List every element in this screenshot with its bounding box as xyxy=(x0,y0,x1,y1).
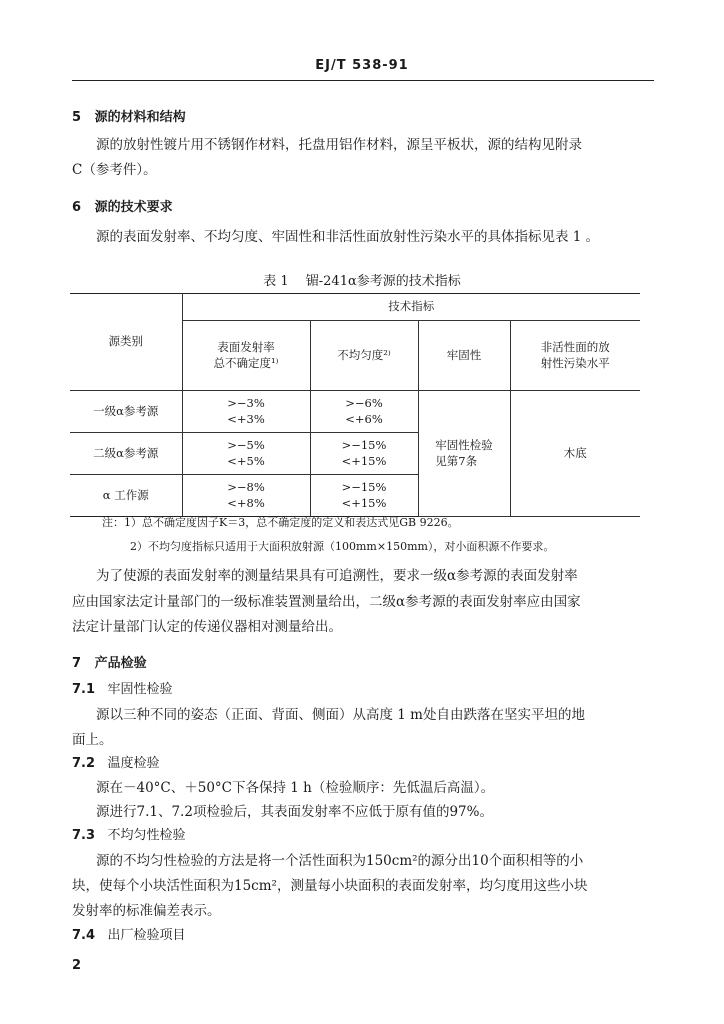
table-note-2: 2）不均匀度指标只适用于大面积放射源（100mm×150mm），对小面积源不作要求。 xyxy=(130,540,555,553)
trace-line-1: 为了使源的表面发射率的测量结果具有可追溯性，要求一级α参考源的表面发射率 xyxy=(96,568,578,584)
section-5-number: 5 xyxy=(72,110,82,125)
row-1-uniform-upper: <+6% xyxy=(345,411,383,426)
row-1-rate-upper: <+3% xyxy=(227,411,265,426)
trace-line-3: 法定计量部门认定的传递仪器相对测量给出。 xyxy=(72,619,342,635)
row-1-rate xyxy=(182,391,310,433)
section-6-line-1: 源的表面发射率、不均匀度、牢固性和非活性面放射性污染水平的具体指标见表 1 。 xyxy=(96,229,600,245)
section-7-3-title: 不均匀性检验 xyxy=(107,828,186,843)
row-2-rate-upper: <+5% xyxy=(227,453,265,468)
section-7-number: 7 xyxy=(72,656,82,671)
section-7-heading xyxy=(72,652,147,671)
row-1-rate-lower: >−3% xyxy=(227,395,265,410)
header-contamination-line-1: 非活性面的放 xyxy=(540,340,610,355)
row-2-rate-lower: >−5% xyxy=(227,437,265,452)
spec-table xyxy=(70,293,640,517)
section-6-title: 源的技术要求 xyxy=(94,200,173,215)
section-7-title: 产品检验 xyxy=(94,656,147,671)
section-7-2-line-1: 源在－40°C、＋50°C下各保持 1 h（检验顺序：先低温后高温）。 xyxy=(96,780,495,796)
section-7-4-number: 7.4 xyxy=(72,928,96,943)
row-2-rate xyxy=(182,433,310,475)
row-2-name: 二级α参考源 xyxy=(70,433,182,475)
row-3-name: α 工作源 xyxy=(70,475,182,517)
trace-line-2: 应由国家法定计量部门的一级标准装置测量给出，二级α参考源的表面发射率应由国家 xyxy=(72,594,581,610)
row-3-uniform-lower: >−15% xyxy=(341,479,387,494)
section-5-heading xyxy=(72,106,186,125)
row-3-rate-upper: <+8% xyxy=(227,495,265,510)
header-surface-rate-line-1: 表面发射率 xyxy=(217,340,275,355)
firmness-cell xyxy=(418,391,510,517)
header-contamination xyxy=(510,321,640,391)
firmness-line-2: 见第7条 xyxy=(435,453,478,468)
section-6-number: 6 xyxy=(72,200,82,215)
section-7-3-line-2: 块，使每个小块活性面积为15cm²，测量每小块面积的表面发射率，均匀度用这些小块 xyxy=(72,878,588,894)
row-1-uniform-lower: >−6% xyxy=(345,395,383,410)
section-5-line-1: 源的放射性镀片用不锈钢作材料，托盘用铝作材料，源呈平板状，源的结构见附录 xyxy=(96,137,582,153)
firmness-line-1: 牢固性检验 xyxy=(435,437,493,452)
row-3-uniform xyxy=(310,475,418,517)
section-7-3-line-3: 发射率的标准偏差表示。 xyxy=(72,903,221,919)
header-tech-indicators: 技术指标 xyxy=(182,294,640,321)
section-7-3-line-1: 源的不均匀性检验的方法是将一个活性面积为150cm²的源分出10个面积相等的小 xyxy=(96,853,584,869)
section-7-4-title: 出厂检验项目 xyxy=(107,928,186,943)
section-7-2-title: 温度检验 xyxy=(107,756,160,771)
table-note-1: 注：1）总不确定度因子K＝3，总不确定度的定义和表达式见GB 9226。 xyxy=(102,516,459,529)
page-number: 2 xyxy=(72,958,82,973)
section-7-1-heading xyxy=(72,678,172,697)
section-7-2-line-2: 源进行7.1、7.2项检验后，其表面发射率不应低于原有值的97%。 xyxy=(96,804,493,820)
row-1-uniform xyxy=(310,391,418,433)
section-7-2-heading xyxy=(72,752,159,771)
row-3-rate xyxy=(182,475,310,517)
section-5-title: 源的材料和结构 xyxy=(94,110,186,125)
section-6-heading xyxy=(72,196,173,215)
header-surface-rate xyxy=(182,321,310,391)
section-7-3-number: 7.3 xyxy=(72,828,96,843)
header-rule xyxy=(72,80,654,81)
section-7-4-heading xyxy=(72,924,185,943)
header-source-type: 源类别 xyxy=(70,294,182,391)
header-non-uniformity: 不均匀度²⁾ xyxy=(310,321,418,391)
contamination-cell: 木底 xyxy=(510,391,640,517)
section-7-1-title: 牢固性检验 xyxy=(107,682,173,697)
section-5-line-2: C（参考件）。 xyxy=(72,162,157,178)
section-7-2-number: 7.2 xyxy=(72,756,96,771)
table-row xyxy=(70,391,640,433)
row-2-uniform-lower: >−15% xyxy=(341,437,387,452)
row-2-uniform xyxy=(310,433,418,475)
row-3-rate-lower: >−8% xyxy=(227,479,265,494)
header-contamination-line-2: 射性污染水平 xyxy=(540,355,610,370)
section-7-3-heading xyxy=(72,824,185,843)
section-7-1-number: 7.1 xyxy=(72,682,96,697)
row-1-name: 一级α参考源 xyxy=(70,391,182,433)
row-2-uniform-upper: <+15% xyxy=(341,453,387,468)
section-7-1-line-2: 面上。 xyxy=(72,732,113,748)
page-header: EJ/T 538-91 xyxy=(315,58,409,73)
header-firmness: 牢固性 xyxy=(418,321,510,391)
header-surface-rate-line-2: 总不确定度¹⁾ xyxy=(213,355,279,370)
section-7-1-line-1: 源以三种不同的姿态（正面、背面、侧面）从高度 1 m处自由跌落在坚实平坦的地 xyxy=(96,707,585,723)
table-caption: 表 1 镅-241α参考源的技术指标 xyxy=(263,274,461,289)
row-3-uniform-upper: <+15% xyxy=(341,495,387,510)
